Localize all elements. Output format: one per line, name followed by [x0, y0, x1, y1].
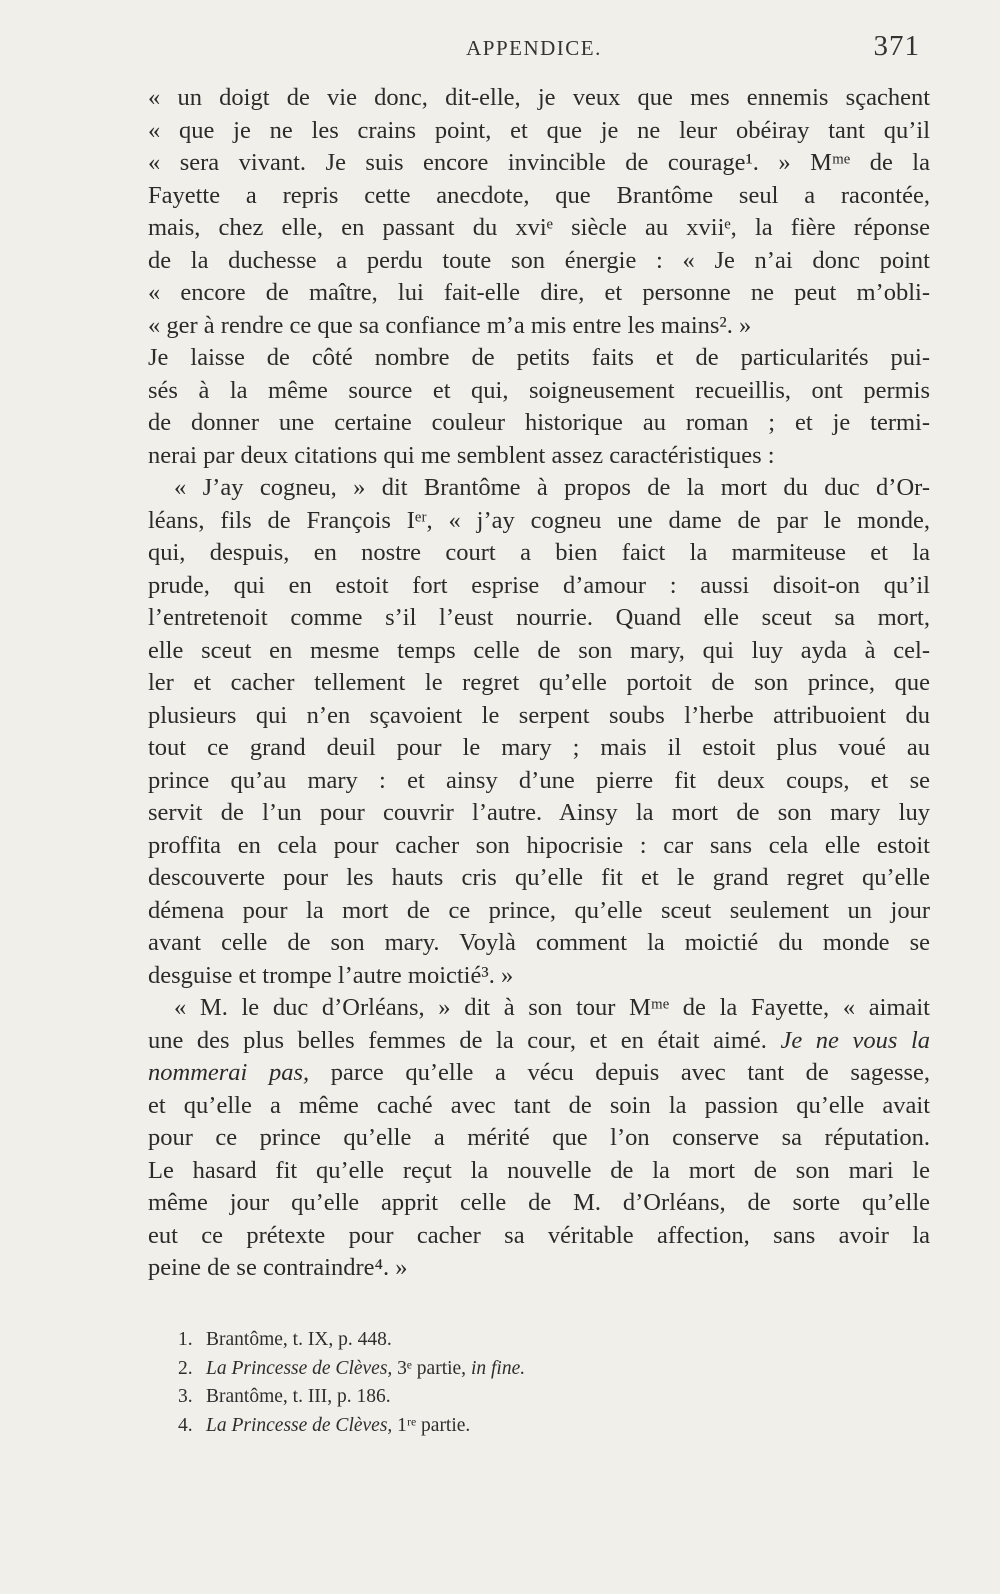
- text-line: [148, 602, 930, 635]
- line-text: léans, fils de François Iᵉʳ, « j’ay cogneu une dame de par le monde,: [148, 506, 930, 534]
- footnote: [178, 1326, 778, 1355]
- line-text: démena pour la mort de ce prince, qu’elle sceut seulement un jour: [148, 896, 930, 924]
- text-line: [148, 700, 930, 733]
- italic-text: nommerai pas,: [148, 1059, 310, 1086]
- text-line: [148, 1187, 930, 1220]
- text-line: [148, 310, 930, 343]
- text-line: [148, 407, 930, 440]
- text-line: [148, 375, 930, 408]
- footnote-text: Brantôme, t. IX, p. 448.: [206, 1329, 392, 1350]
- text-line: [148, 115, 930, 148]
- text-line: [148, 992, 930, 1025]
- line-text: Fayette a repris cette anecdote, que Brantôme seul a racontée,: [148, 181, 930, 209]
- footnote-text: 3ᵉ partie,: [397, 1357, 467, 1379]
- line-text: plusieurs qui n’en sçavoient le serpent soubs l’herbe attribuoient du: [148, 701, 930, 729]
- line-text: « M. le duc d’Orléans, » dit à son tour Mᵐᵉ de la Fayette, « aimait: [174, 994, 930, 1021]
- text-line: [148, 895, 930, 928]
- italic-text: Je ne vous la: [780, 1026, 930, 1054]
- text-line: [148, 1025, 930, 1058]
- footnote-title: La Princesse de Clèves,: [206, 1357, 393, 1379]
- text-line: [148, 1090, 930, 1123]
- line-text: même jour qu’elle apprit celle de M. d’Orléans, de sorte qu’elle: [148, 1189, 930, 1216]
- line-text: elle sceut en mesme temps celle de son mary, qui luy ayda à cel-: [148, 636, 930, 664]
- running-title: APPENDICE.: [466, 36, 602, 60]
- line-text: « que je ne les crains point, et que je ne leur obéiray tant qu’il: [148, 116, 930, 144]
- text-line: [148, 927, 930, 960]
- text-line: [148, 342, 930, 375]
- footnote: [178, 1383, 778, 1412]
- line-text: ler et cacher tellement le regret qu’elle portoit de son prince, que: [148, 669, 930, 696]
- line-text: avant celle de son mary. Voylà comment la moictié du monde se: [148, 929, 930, 956]
- line-text: Je laisse de côté nombre de petits faits et de particularités pui-: [148, 344, 930, 371]
- footnote-number: 4.: [178, 1414, 193, 1436]
- text-line: [148, 1122, 930, 1155]
- text-line: [148, 732, 930, 765]
- footnote-number: 1.: [178, 1329, 193, 1350]
- text-line: [148, 82, 930, 115]
- footnote-text: Brantôme, t. III, p. 186.: [206, 1386, 391, 1407]
- text-line: [148, 180, 930, 213]
- line-text: pour ce prince qu’elle a mérité que l’on conserve sa réputation.: [148, 1124, 930, 1151]
- text-line: [148, 960, 930, 993]
- line-text: l’entretenoit comme s’il l’eust nourrie. Quand elle sceut sa mort,: [148, 604, 930, 631]
- line-text: qui, despuis, en nostre court a bien faict la marmiteuse et la: [148, 539, 930, 566]
- text-line: [148, 830, 930, 863]
- line-text: eut ce prétexte pour cacher sa véritable affection, sans avoir la: [148, 1221, 930, 1249]
- line-text: de donner une certaine couleur historique au roman ; et je termi-: [148, 409, 930, 436]
- line-text: et qu’elle a même caché avec tant de soin la passion qu’elle avait: [148, 1091, 930, 1119]
- text-line: [148, 472, 930, 505]
- text-line: [148, 635, 930, 668]
- text-line: [148, 537, 930, 570]
- line-text: peine de se contraindre⁴. »: [148, 1254, 408, 1281]
- text-line: [148, 245, 930, 278]
- footnote-number: 3.: [178, 1386, 193, 1407]
- line-text: Le hasard fit qu’elle reçut la nouvelle de la mort de son mari le: [148, 1156, 930, 1184]
- line-text: « ger à rendre ce que sa confiance m’a mis entre les mains². »: [148, 311, 752, 339]
- line-text: « un doigt de vie donc, dit-elle, je veux que mes ennemis sçachent: [148, 84, 930, 111]
- text-line: [148, 1057, 930, 1090]
- line-text: « sera vivant. Je suis encore invincible de courage¹. » Mᵐᵉ de la: [148, 149, 930, 176]
- line-text: nerai par deux citations qui me semblent assez caractéristiques :: [148, 441, 775, 469]
- text-line: [148, 212, 930, 245]
- footnote: [178, 1412, 778, 1441]
- line-text: prince qu’au mary : et ainsy d’une pierre fit deux coups, et se: [148, 766, 930, 794]
- text-line: [148, 440, 930, 473]
- line-text: sés à la même source et qui, soigneusement recueillis, ont permis: [148, 376, 930, 404]
- line-text: tout ce grand deuil pour le mary ; mais il estoit plus voué au: [148, 734, 930, 761]
- line-text: servit de l’un pour couvrir l’autre. Ainsy la mort de son mary luy: [148, 799, 930, 826]
- footnote-title: La Princesse de Clèves,: [206, 1414, 393, 1436]
- page-number: 371: [873, 30, 920, 62]
- text-line: [148, 147, 930, 180]
- text-line: [148, 1220, 930, 1253]
- line-text: « encore de maître, lui fait-elle dire, et personne ne peut m’obli-: [148, 279, 930, 306]
- running-head: [148, 30, 920, 70]
- text-line: [148, 765, 930, 798]
- line-text: de la duchesse a perdu toute son énergie : « Je n’ai donc point: [148, 246, 930, 274]
- line-text: mais, chez elle, en passant du xviᵉ siècle au xviiᵉ, la fière réponse: [148, 214, 930, 241]
- footnote-text: 1ʳᵉ partie.: [397, 1414, 471, 1436]
- text-line: [148, 505, 930, 538]
- text-line: [148, 797, 930, 830]
- line-text: descouverte pour les hauts cris qu’elle fit et le grand regret qu’elle: [148, 864, 930, 891]
- line-text: une des plus belles femmes de la cour, et en était aimé.: [148, 1026, 767, 1054]
- footnote-italic-tail: in fine.: [470, 1357, 526, 1379]
- footnotes: [178, 1326, 778, 1440]
- line-text: parce qu’elle a vécu depuis avec tant de sagesse,: [330, 1059, 931, 1086]
- text-line: [148, 1155, 930, 1188]
- line-text: desguise et trompe l’autre moictié³. »: [148, 961, 514, 989]
- text-line: [148, 862, 930, 895]
- line-text: prude, qui en estoit fort esprise d’amour : aussi disoit-on qu’il: [148, 571, 930, 599]
- footnote: [178, 1355, 778, 1384]
- text-line: [148, 277, 930, 310]
- footnote-number: 2.: [178, 1357, 193, 1379]
- body-text: [148, 82, 930, 1285]
- text-line: [148, 570, 930, 603]
- text-line: [148, 1252, 930, 1285]
- line-text: proffita en cela pour cacher son hipocrisie : car sans cela elle estoit: [148, 831, 930, 859]
- text-line: [148, 667, 930, 700]
- line-text: « J’ay cogneu, » dit Brantôme à propos de la mort du duc d’Or-: [174, 474, 930, 501]
